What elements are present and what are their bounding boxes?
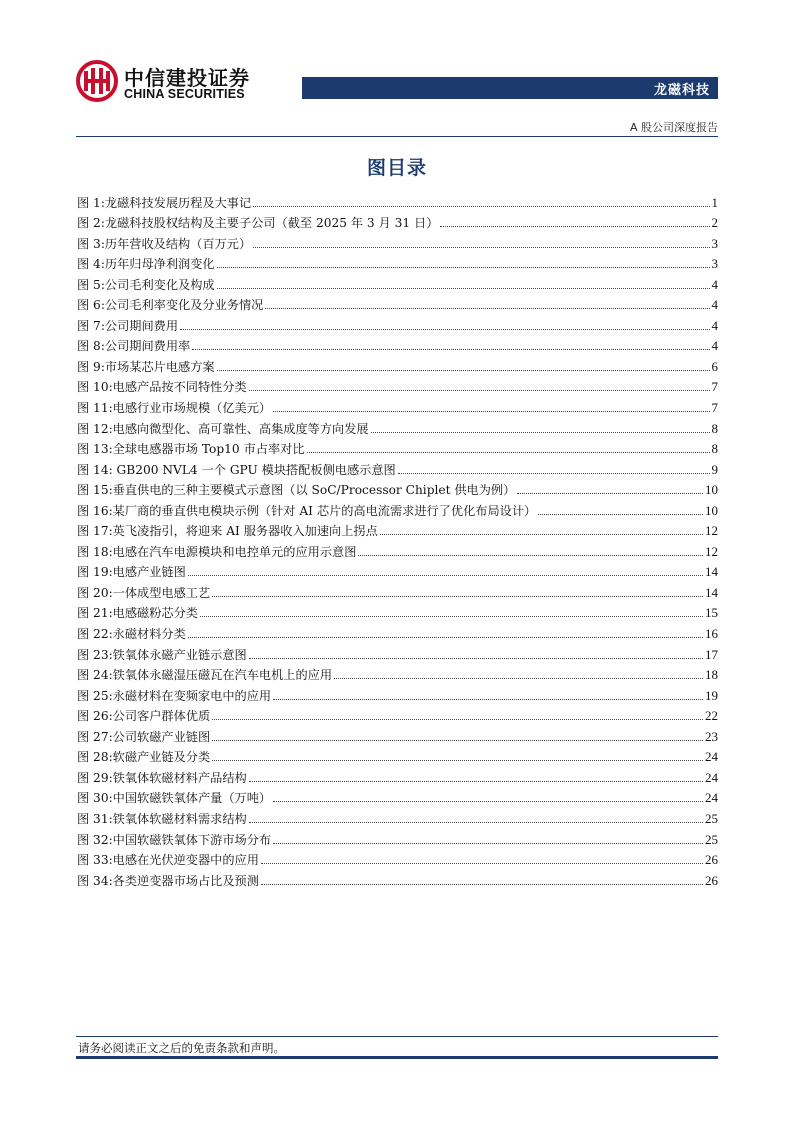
toc-entry-label[interactable]: 图 10:电感产品按不同特性分类 <box>77 380 247 395</box>
toc-entry[interactable] <box>77 539 718 560</box>
toc-entry-page[interactable]: 10 <box>705 482 718 498</box>
toc-dot-leader <box>249 781 703 782</box>
toc-entry[interactable] <box>77 827 718 848</box>
toc-entry-page[interactable]: 22 <box>705 708 718 724</box>
footer-divider <box>76 1036 718 1037</box>
toc-dot-leader <box>253 247 709 248</box>
toc-entry-label[interactable]: 图 25:永磁材料在变频家电中的应用 <box>77 688 272 703</box>
toc-entry[interactable] <box>77 519 718 540</box>
toc-dot-leader <box>538 514 703 515</box>
toc-entry-page[interactable]: 4 <box>711 297 718 313</box>
toc-entry-page[interactable]: 14 <box>705 564 718 580</box>
toc-entry-label[interactable]: 图 19:电感产业链图 <box>77 565 186 580</box>
toc-entry-page[interactable]: 8 <box>711 420 718 436</box>
toc-entry-page[interactable]: 16 <box>705 626 718 642</box>
toc-entry-label[interactable]: 图 23:铁氧体永磁产业链示意图 <box>77 647 247 662</box>
toc-dot-leader <box>273 843 703 844</box>
toc-dot-leader <box>440 226 709 227</box>
toc-entry[interactable] <box>77 231 718 252</box>
toc-entry[interactable] <box>77 498 718 519</box>
toc-dot-leader <box>180 329 709 330</box>
toc-dot-leader <box>200 616 703 617</box>
toc-entry-page[interactable]: 3 <box>711 235 718 251</box>
toc-dot-leader <box>273 699 703 700</box>
toc-dot-leader <box>192 349 709 350</box>
toc-entry-label[interactable]: 图 6:公司毛利率变化及分业务情况 <box>77 298 264 313</box>
company-name: 龙磁科技 <box>653 83 710 98</box>
toc-entry-page[interactable]: 26 <box>705 872 718 888</box>
toc-entry-page[interactable]: 17 <box>705 646 718 662</box>
toc-entry-label[interactable]: 图 2:龙磁科技股权结构及主要子公司（截至 2025 年 3 月 31 日） <box>77 216 439 231</box>
toc-dot-leader <box>188 575 703 576</box>
toc-entry-label[interactable]: 图 13:全球电感器市场 Top10 市占率对比 <box>77 442 305 457</box>
toc-entry[interactable] <box>77 621 718 642</box>
toc-dot-leader <box>398 473 710 474</box>
toc-entry-page[interactable]: 3 <box>711 256 718 272</box>
toc-entry[interactable] <box>77 806 718 827</box>
toc-dot-leader <box>380 534 703 535</box>
toc-entry-label[interactable]: 图 32:中国软磁铁氧体下游市场分布 <box>77 832 272 847</box>
toc-entry[interactable] <box>77 580 718 601</box>
toc-entry-label[interactable]: 图 12:电感向微型化、高可靠性、高集成度等方向发展 <box>77 421 369 436</box>
toc-dot-leader <box>217 370 710 371</box>
toc-entry-label[interactable]: 图 1:龙磁科技发展历程及大事记 <box>77 195 252 210</box>
toc-entry-label[interactable]: 图 18:电感在汽车电源模块和电控单元的应用示意图 <box>77 544 357 559</box>
toc-dot-leader <box>249 390 710 391</box>
toc-entry[interactable] <box>77 252 718 273</box>
toc-entry-page[interactable]: 6 <box>711 358 718 374</box>
toc-dot-leader <box>217 288 710 289</box>
toc-entry[interactable] <box>77 663 718 684</box>
toc-dot-leader <box>273 801 703 802</box>
toc-entry-page[interactable]: 12 <box>705 523 718 539</box>
toc-entry-label[interactable]: 图 8:公司期间费用率 <box>77 339 191 354</box>
toc-entry-page[interactable]: 7 <box>711 400 718 416</box>
toc-entry[interactable] <box>77 478 718 499</box>
toc-entry-page[interactable]: 18 <box>705 667 718 683</box>
toc-entry[interactable] <box>77 786 718 807</box>
toc-entry-label[interactable]: 图 27:公司软磁产业链图 <box>77 729 211 744</box>
toc-entry-page[interactable]: 10 <box>705 502 718 518</box>
toc-entry-label[interactable]: 图 20:一体成型电感工艺 <box>77 585 211 600</box>
toc-entry[interactable] <box>77 211 718 232</box>
toc-entry[interactable] <box>77 704 718 725</box>
toc-entry-label[interactable]: 图 16:某厂商的垂直供电模块示例（针对 AI 芯片的高电流需求进行了优化布局设计） <box>77 503 537 518</box>
toc-entry-label[interactable]: 图 3:历年营收及结构（百万元） <box>77 236 252 251</box>
toc-entry-page[interactable]: 4 <box>711 338 718 354</box>
toc-entry-page[interactable]: 1 <box>711 194 718 210</box>
toc-dot-leader <box>273 411 709 412</box>
toc-dot-leader <box>261 863 703 864</box>
toc-entry-label[interactable]: 图 22:永磁材料分类 <box>77 627 186 642</box>
toc-dot-leader <box>212 719 703 720</box>
toc-entry[interactable] <box>77 601 718 622</box>
toc-dot-leader <box>249 658 703 659</box>
toc-dot-leader <box>188 637 703 638</box>
toc-entry[interactable] <box>77 293 718 314</box>
toc-entry-page[interactable]: 2 <box>711 215 718 231</box>
toc-dot-leader <box>212 760 703 761</box>
toc-entry[interactable] <box>77 457 718 478</box>
toc-entry-page[interactable]: 24 <box>705 769 718 785</box>
toc-entry[interactable] <box>77 765 718 786</box>
toc-entry-label[interactable]: 图 11:电感行业市场规模（亿美元） <box>77 401 272 416</box>
toc-entry-page[interactable]: 24 <box>705 790 718 806</box>
toc-entry-page[interactable]: 24 <box>705 749 718 765</box>
toc-entry[interactable] <box>77 642 718 663</box>
toc-entry[interactable] <box>77 560 718 581</box>
toc-entry-page[interactable]: 25 <box>705 831 718 847</box>
toc-dot-leader <box>334 678 703 679</box>
toc-entry[interactable] <box>77 375 718 396</box>
toc-entry[interactable] <box>77 334 718 355</box>
toc-dot-leader <box>265 308 709 309</box>
figure-list <box>77 190 718 889</box>
toc-entry-label[interactable]: 图 21:电感磁粉芯分类 <box>77 606 198 621</box>
toc-dot-leader <box>253 206 709 207</box>
toc-entry[interactable] <box>77 437 718 458</box>
toc-entry-page[interactable]: 25 <box>705 810 718 826</box>
toc-entry[interactable] <box>77 683 718 704</box>
toc-entry-label[interactable]: 图 15:垂直供电的三种主要模式示意图（以 SoC/Processor Chiplet 供电为例） <box>77 483 516 498</box>
toc-entry-label[interactable]: 图 28:软磁产业链及分类 <box>77 750 211 765</box>
toc-dot-leader <box>358 555 703 556</box>
toc-entry-page[interactable]: 4 <box>711 317 718 333</box>
toc-dot-leader <box>217 267 710 268</box>
toc-entry-page[interactable]: 12 <box>705 543 718 559</box>
toc-entry-page[interactable]: 19 <box>705 687 718 703</box>
toc-entry-page[interactable]: 7 <box>711 379 718 395</box>
header-divider <box>76 136 718 137</box>
brand-logo <box>76 60 296 104</box>
toc-entry-label[interactable]: 图 26:公司客户群体优质 <box>77 709 211 724</box>
toc-entry-page[interactable]: 8 <box>711 441 718 457</box>
toc-dot-leader <box>212 740 703 741</box>
toc-entry-label[interactable]: 图 7:公司期间费用 <box>77 318 179 333</box>
toc-dot-leader <box>371 432 710 433</box>
toc-entry-label[interactable]: 图 17:英飞凌指引，将迎来 AI 服务器收入加速向上拐点 <box>77 524 378 539</box>
toc-entry-page[interactable]: 9 <box>711 461 718 477</box>
toc-entry-page[interactable]: 26 <box>705 852 718 868</box>
toc-dot-leader <box>261 884 703 885</box>
toc-entry-label[interactable]: 图 30:中国软磁铁氧体产量（万吨） <box>77 791 272 806</box>
toc-dot-leader <box>249 822 703 823</box>
toc-entry-page[interactable]: 14 <box>705 584 718 600</box>
toc-dot-leader <box>307 452 710 453</box>
toc-entry[interactable] <box>77 190 718 211</box>
logo-english-name: CHINA SECURITIES <box>124 87 245 101</box>
toc-entry[interactable] <box>77 313 718 334</box>
toc-entry-label[interactable]: 图 4:历年归母净利润变化 <box>77 257 215 272</box>
toc-entry[interactable] <box>77 272 718 293</box>
toc-entry-label[interactable]: 图 9:市场某芯片电感方案 <box>77 359 215 374</box>
report-type: A 股公司深度报告 <box>629 121 718 134</box>
toc-entry[interactable] <box>77 848 718 869</box>
toc-entry-label[interactable]: 图 5:公司毛利变化及构成 <box>77 277 215 292</box>
toc-dot-leader <box>212 596 703 597</box>
footer-disclaimer: 请务必阅读正文之后的免责条款和声明。 <box>78 1041 285 1055</box>
toc-entry-page[interactable]: 4 <box>711 276 718 292</box>
toc-entry-label[interactable]: 图 24:铁氧体永磁湿压磁瓦在汽车电机上的应用 <box>77 668 333 683</box>
china-securities-logo-icon <box>76 60 118 102</box>
toc-entry-label[interactable]: 图 31:铁氧体软磁材料需求结构 <box>77 811 247 826</box>
toc-entry-page[interactable]: 15 <box>705 605 718 621</box>
toc-entry[interactable] <box>77 745 718 766</box>
footer-bar <box>76 1056 718 1059</box>
toc-entry[interactable] <box>77 868 718 889</box>
toc-dot-leader <box>517 493 703 494</box>
header-bar <box>302 77 718 99</box>
toc-entry-label[interactable]: 图 34:各类逆变器市场占比及预测 <box>77 873 259 888</box>
logo-chinese-name: 中信建投证券 <box>124 66 250 90</box>
toc-entry[interactable] <box>77 724 718 745</box>
toc-entry-label[interactable]: 图 33:电感在光伏逆变器中的应用 <box>77 853 259 868</box>
toc-entry[interactable] <box>77 354 718 375</box>
toc-entry-label[interactable]: 图 29:铁氧体软磁材料产品结构 <box>77 770 247 785</box>
toc-entry-page[interactable]: 23 <box>705 728 718 744</box>
toc-entry-label[interactable]: 图 14: GB200 NVL4 一个 GPU 模块搭配板侧电感示意图 <box>77 462 396 477</box>
toc-entry[interactable] <box>77 416 718 437</box>
page-title: 图目录 <box>366 157 427 179</box>
toc-entry[interactable] <box>77 395 718 416</box>
